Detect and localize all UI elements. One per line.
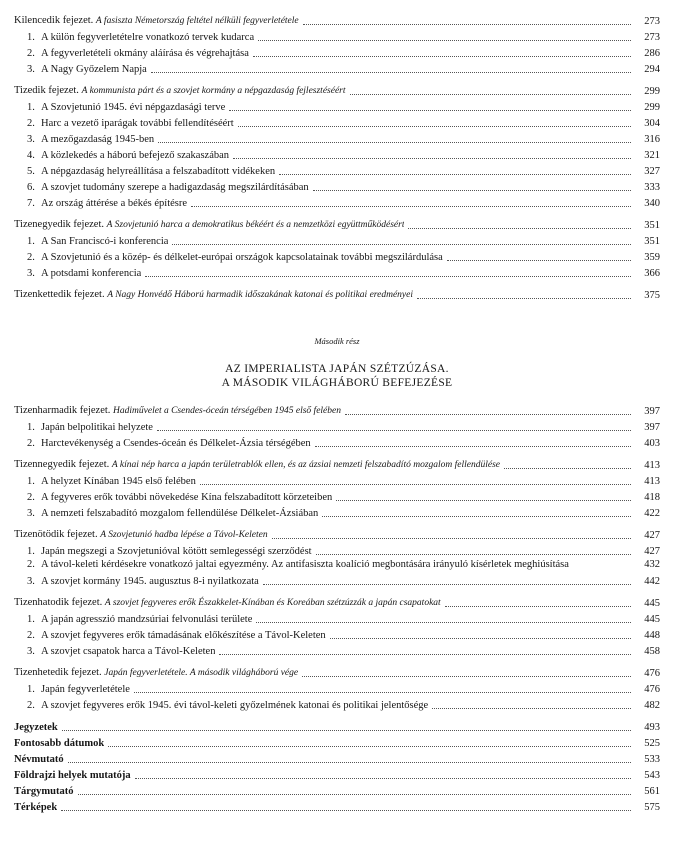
chapter-label — [14, 528, 268, 542]
page-number: 299 — [644, 102, 660, 113]
dot-leader — [279, 174, 631, 175]
page-number: 333 — [644, 182, 660, 193]
entry-number: 1. — [27, 102, 35, 113]
page-number: 403 — [644, 438, 660, 449]
dot-leader — [62, 730, 631, 731]
entry-number: 1. — [27, 422, 35, 433]
dot-leader — [134, 692, 631, 693]
chapter-heading: Tizenharmadik fejezet. — [14, 405, 111, 416]
page-number: 286 — [644, 48, 660, 59]
chapter-heading-row[interactable] — [14, 82, 660, 98]
entry-number: 1. — [27, 476, 35, 487]
part-two-title — [14, 362, 660, 390]
dot-leader — [61, 810, 631, 811]
entry-text: A szovjet csapatok harca a Távol-Keleten — [41, 646, 216, 657]
entry-text: Japán belpolitikai helyzete — [41, 422, 153, 433]
chapter-heading-row[interactable] — [14, 286, 660, 302]
part-two-label: Második rész — [314, 336, 360, 346]
toc-entry[interactable] — [14, 232, 660, 248]
toc-entry[interactable] — [14, 696, 660, 712]
dot-leader — [445, 606, 631, 607]
dot-leader — [191, 206, 631, 207]
chapter-heading-row[interactable] — [14, 402, 660, 418]
chapter-heading: Tizedik fejezet. — [14, 85, 79, 96]
dot-leader — [417, 298, 631, 299]
appendix-label: Tárgymutató — [14, 786, 74, 797]
entry-text: A népgazdaság helyreállítása a felszabadított vidékeken — [41, 166, 276, 177]
toc-entry[interactable] — [14, 98, 660, 114]
dot-leader — [145, 276, 631, 277]
dot-leader — [151, 72, 631, 73]
dot-leader — [256, 622, 631, 623]
chapter-title: A fasiszta Németország feltétel nélküli fegyverletétele — [95, 16, 299, 26]
entry-number: 2. — [27, 252, 35, 263]
chapter-label — [14, 458, 500, 472]
entry-number: 3. — [27, 576, 35, 587]
entry-label — [14, 133, 154, 146]
chapter-title: A Szovjetunió harca a demokratikus békéért és a nemzetközi együttműködésért — [106, 220, 405, 230]
page-number: 476 — [644, 668, 660, 679]
toc-entry[interactable] — [14, 488, 660, 504]
entry-number: 3. — [27, 64, 35, 75]
entry-text: Harctevékenység a Csendes-óceán és Délkelet-Ázsia térségében — [41, 438, 311, 449]
chapter-heading: Tizenegyedik fejezet. — [14, 219, 104, 230]
entry-text: A Szovjetunió és a közép- és délkelet-európai országok kapcsolatainak további megszilárdulása — [41, 252, 443, 263]
toc-entry[interactable] — [14, 680, 660, 696]
page-number: 525 — [644, 738, 660, 749]
entry-label — [14, 475, 196, 488]
entry-number: 3. — [27, 268, 35, 279]
chapter-heading: Tizenhatodik fejezet. — [14, 597, 103, 608]
entry-text: A San Franciscó-i konferencia — [41, 236, 169, 247]
table-of-contents — [14, 12, 660, 814]
page-number: 422 — [644, 508, 660, 519]
entry-label — [14, 197, 187, 210]
dot-leader — [78, 794, 632, 795]
dot-leader — [315, 446, 631, 447]
chapter-label — [14, 596, 441, 610]
chapter-title: A Szovjetunió hadba lépése a Távol-Keleten — [100, 530, 268, 540]
dot-leader — [233, 158, 631, 159]
page-number: 432 — [644, 559, 660, 570]
page-number: 445 — [644, 598, 660, 609]
toc-entry[interactable] — [14, 558, 660, 572]
part-two-title-line1: AZ IMPERIALISTA JAPÁN SZÉTZÚZÁSA. — [225, 363, 449, 375]
page-number: 427 — [644, 546, 660, 557]
entry-text: A japán agresszió mandzsúriai felvonulási területe — [41, 614, 253, 625]
chapter-title: Hadiművelet a Csendes-óceán térségében 1945 első felében — [113, 406, 341, 416]
entry-label — [14, 117, 234, 130]
chapter-title: A kínai nép harca a japán területrablók ellen, és az ázsiai nemzeti felszabadító mozgalom fellendülése — [111, 460, 501, 470]
chapter-heading: Tizennegyedik fejezet. — [14, 459, 110, 470]
toc-entry[interactable] — [14, 130, 660, 146]
entry-number: 2. — [27, 438, 35, 449]
entry-text: A külön fegyverletételre vonatkozó tervek kudarca — [41, 32, 255, 43]
page-number: 448 — [644, 630, 660, 641]
entry-label — [14, 181, 309, 194]
page-number: 543 — [644, 770, 660, 781]
chapter-heading-row[interactable] — [14, 664, 660, 680]
dot-leader — [108, 746, 631, 747]
appendix-entry[interactable] — [14, 718, 660, 734]
dot-leader — [200, 484, 631, 485]
page-number: 294 — [644, 64, 660, 75]
appendix-entry[interactable] — [14, 734, 660, 750]
page-number: 321 — [644, 150, 660, 161]
entry-number: 7. — [27, 198, 35, 209]
entry-number: 3. — [27, 508, 35, 519]
entry-number: 1. — [27, 236, 35, 247]
page-number: 561 — [644, 786, 660, 797]
toc-entry[interactable] — [14, 162, 660, 178]
entry-text: A távol-keleti kérdésekre vonatkozó jaltai egyezmény. Az antifasiszta koalíció megbontására irányuló kísérletek meghiúsítása — [41, 559, 569, 570]
dot-leader — [504, 468, 631, 469]
page-number: 351 — [644, 236, 660, 247]
chapter-label — [14, 288, 413, 302]
entry-label — [14, 47, 249, 60]
entry-label — [14, 165, 275, 178]
dot-leader — [238, 126, 631, 127]
toc-entry[interactable] — [14, 542, 660, 558]
appendix-entry[interactable] — [14, 798, 660, 814]
page-number: 413 — [644, 460, 660, 471]
entry-text: A mezőgazdaság 1945-ben — [41, 134, 155, 145]
chapter-heading-row[interactable] — [14, 594, 660, 610]
entry-text: A szovjet fegyveres erők támadásának előkészítése a Távol-Keleten — [41, 630, 326, 641]
dot-leader — [258, 40, 631, 41]
entry-label — [14, 645, 215, 658]
part-two-title-line2: A MÁSODIK VILÁGHÁBORÚ BEFEJEZÉSE — [221, 377, 453, 389]
dot-leader — [303, 24, 631, 25]
toc-entry[interactable] — [14, 472, 660, 488]
page-number: 359 — [644, 252, 660, 263]
entry-number: 2. — [27, 48, 35, 59]
entry-label — [14, 575, 259, 588]
appendix-label: Fontosabb dátumok — [14, 738, 105, 749]
entry-text: A szovjet tudomány szerepe a hadigazdaság megszilárdításában — [41, 182, 309, 193]
dot-leader — [330, 638, 631, 639]
dot-leader — [158, 142, 631, 143]
chapter-title: A kommunista párt és a szovjet kormány a népgazdaság fejlesztéséért — [81, 86, 346, 96]
page-number: 375 — [644, 290, 660, 301]
appendix-entry[interactable] — [14, 782, 660, 798]
toc-entry[interactable] — [14, 248, 660, 264]
entry-label — [14, 31, 254, 44]
toc-entry[interactable] — [14, 264, 660, 280]
entry-text: A potsdami konferencia — [41, 268, 142, 279]
dot-leader — [253, 56, 631, 57]
toc-entry[interactable] — [14, 44, 660, 60]
page-number: 327 — [644, 166, 660, 177]
toc-entry[interactable] — [14, 60, 660, 76]
appendix-label: Jegyzetek — [14, 722, 58, 733]
entry-label — [14, 149, 229, 162]
toc-entry[interactable] — [14, 642, 660, 658]
entry-label — [14, 235, 168, 248]
chapter-label — [14, 218, 404, 232]
entry-label — [14, 437, 311, 450]
dot-leader — [135, 778, 631, 779]
page-number: 442 — [644, 576, 660, 587]
entry-number: 2. — [27, 700, 35, 711]
page-number: 476 — [644, 684, 660, 695]
entry-label — [14, 699, 428, 712]
chapter-title: A szovjet fegyveres erők Északkelet-Kínában és Koreában szétzúzzák a japán csapatokat — [104, 598, 441, 608]
dot-leader — [447, 260, 631, 261]
entry-text: A Szovjetunió 1945. évi népgazdasági terve — [41, 102, 226, 113]
entry-number: 2. — [27, 118, 35, 129]
entry-text: A nemzeti felszabadító mozgalom fellendülése Délkelet-Ázsiában — [41, 508, 319, 519]
page-number: 304 — [644, 118, 660, 129]
page-number: 397 — [644, 422, 660, 433]
entry-text: A szovjet fegyveres erők 1945. évi távol-keleti győzelmének katonai és politikai jelentősége — [41, 700, 429, 711]
chapter-label — [14, 404, 341, 418]
entry-label — [14, 491, 332, 504]
appendix-label: Névmutató — [14, 754, 64, 765]
dot-leader — [302, 676, 631, 677]
toc-entry[interactable] — [14, 504, 660, 520]
page-number: 493 — [644, 722, 660, 733]
dot-leader — [350, 94, 631, 95]
page-number: 533 — [644, 754, 660, 765]
page-number: 575 — [644, 802, 660, 813]
dot-leader — [322, 516, 631, 517]
part-one-section — [14, 12, 660, 302]
entry-label — [14, 101, 225, 114]
page-number: 299 — [644, 86, 660, 97]
toc-entry[interactable] — [14, 178, 660, 194]
entry-label — [14, 507, 318, 520]
chapter-label — [14, 666, 298, 680]
entry-label — [14, 63, 147, 76]
toc-entry[interactable] — [14, 434, 660, 450]
chapter-heading: Tizenkettedik fejezet. — [14, 289, 105, 300]
toc-entry[interactable] — [14, 194, 660, 210]
chapter-label — [14, 84, 346, 98]
page-number: 397 — [644, 406, 660, 417]
dot-leader — [229, 110, 631, 111]
entry-number: 1. — [27, 614, 35, 625]
toc-entry[interactable] — [14, 572, 660, 588]
entry-label — [14, 267, 141, 280]
toc-entry[interactable] — [14, 626, 660, 642]
entry-number: 2. — [27, 559, 35, 570]
toc-entry[interactable] — [14, 418, 660, 434]
entry-label — [14, 251, 443, 264]
entry-text: Az ország áttérése a békés építésre — [41, 198, 188, 209]
entry-label — [14, 545, 312, 558]
entry-label — [14, 629, 326, 642]
entry-text: A Nagy Győzelem Napja — [41, 64, 147, 75]
entry-number: 3. — [27, 646, 35, 657]
chapter-heading-row[interactable] — [14, 526, 660, 542]
dot-leader — [68, 762, 631, 763]
chapter-heading-row[interactable] — [14, 216, 660, 232]
dot-leader — [272, 538, 631, 539]
dot-leader — [408, 228, 631, 229]
entry-text: A fegyverletételi okmány aláírása és végrehajtása — [41, 48, 249, 59]
page-number: 458 — [644, 646, 660, 657]
entry-number: 2. — [27, 630, 35, 641]
toc-entry[interactable] — [14, 28, 660, 44]
chapter-title: A Nagy Honvédő Háború harmadik időszakának katonai és politikai eredményei — [107, 290, 413, 300]
entry-number: 1. — [27, 684, 35, 695]
entry-number: 4. — [27, 150, 35, 161]
entry-number: 1. — [27, 546, 35, 557]
page-number: 340 — [644, 198, 660, 209]
chapter-heading: Tizenötödik fejezet. — [14, 529, 98, 540]
entry-number: 5. — [27, 166, 35, 177]
toc-entry[interactable] — [14, 610, 660, 626]
chapter-label — [14, 14, 299, 28]
chapter-heading-row[interactable] — [14, 12, 660, 28]
entry-number: 3. — [27, 134, 35, 145]
chapter-heading: Tizenhetedik fejezet. — [14, 667, 102, 678]
appendix-entry[interactable] — [14, 750, 660, 766]
entry-text: Harc a vezető iparágak további fellendítéséért — [41, 118, 234, 129]
dot-leader — [263, 584, 631, 585]
chapter-title: Japán fegyverletétele. A második világháború vége — [104, 668, 299, 678]
dot-leader — [157, 430, 631, 431]
dot-leader — [172, 244, 631, 245]
part-two-section — [14, 402, 660, 712]
page-number: 418 — [644, 492, 660, 503]
entry-text: A szovjet kormány 1945. augusztus 8-i nyilatkozata — [41, 576, 259, 587]
entry-number: 2. — [27, 492, 35, 503]
dot-leader — [219, 654, 631, 655]
entry-number: 1. — [27, 32, 35, 43]
page-number: 445 — [644, 614, 660, 625]
entry-label — [14, 421, 153, 434]
entry-text: Japán fegyverletétele — [41, 684, 130, 695]
page-number: 413 — [644, 476, 660, 487]
page-number: 351 — [644, 220, 660, 231]
toc-entry[interactable] — [14, 146, 660, 162]
entry-label — [14, 613, 252, 626]
appendix-label: Földrajzi helyek mutatója — [14, 770, 131, 781]
entry-text: A helyzet Kínában 1945 első felében — [41, 476, 196, 487]
chapter-heading: Kilencedik fejezet. — [14, 15, 94, 26]
dot-leader — [432, 708, 631, 709]
entry-text: Japán megszegi a Szovjetunióval kötött semlegességi szerződést — [41, 546, 312, 557]
page-number: 316 — [644, 134, 660, 145]
page-number: 427 — [644, 530, 660, 541]
entry-label — [14, 683, 130, 696]
page-number: 273 — [644, 16, 660, 27]
dot-leader — [336, 500, 631, 501]
page-number: 366 — [644, 268, 660, 279]
entry-number: 6. — [27, 182, 35, 193]
chapter-heading-row[interactable] — [14, 456, 660, 472]
appendix-label: Térképek — [14, 802, 58, 813]
dot-leader — [313, 190, 631, 191]
page-number: 482 — [644, 700, 660, 711]
entry-text: A fegyveres erők további növekedése Kína felszabadított körzeteiben — [41, 492, 333, 503]
page-number: 273 — [644, 32, 660, 43]
dot-leader — [345, 414, 631, 415]
toc-entry[interactable] — [14, 114, 660, 130]
appendix-entry[interactable] — [14, 766, 660, 782]
dot-leader — [316, 554, 631, 555]
entry-text: A közlekedés a háború befejező szakaszában — [41, 150, 230, 161]
appendix-section — [14, 718, 660, 814]
